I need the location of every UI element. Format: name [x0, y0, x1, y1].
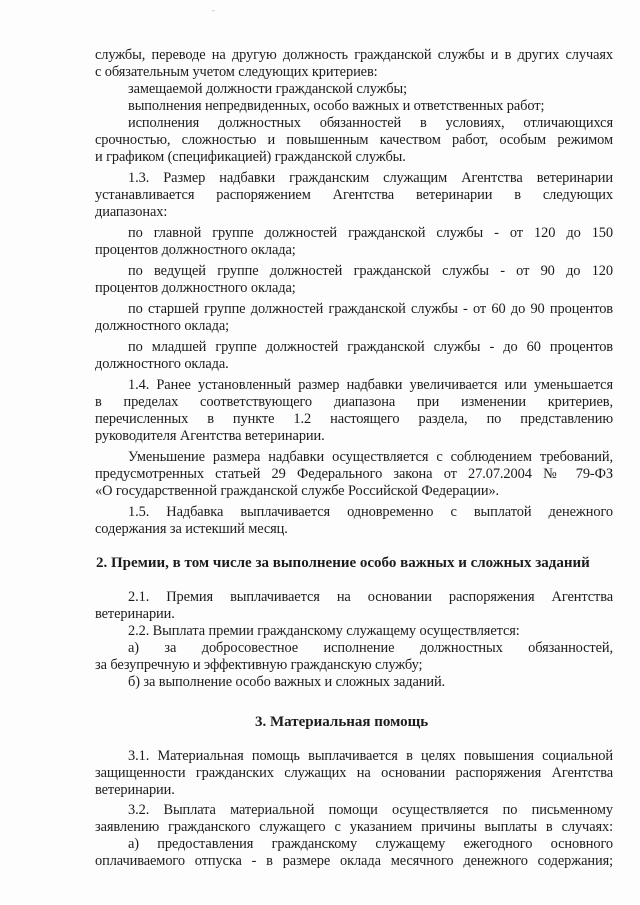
- scan-mark: -: [212, 6, 215, 15]
- text-line: по младшей группе должностей гражданской службы - до 60 процентов: [128, 339, 613, 355]
- text-line: диапазонах:: [95, 204, 168, 220]
- text-line: 1.5. Надбавка выплачивается одновременно с выплатой денежного: [128, 504, 613, 520]
- text-line: защищенности гражданских служащих на основании распоряжения Агентства: [95, 765, 613, 781]
- text-line: устанавливается распоряжением Агентства ветеринарии в следующих: [95, 187, 613, 203]
- text-line: 2.1. Премия выплачивается на основании распоряжения Агентства: [128, 589, 613, 605]
- text-line: службы, переводе на другую должность гражданской службы и в других случаях: [95, 47, 613, 63]
- text-line: оплачиваемого отпуска - в размере оклада месячного денежного содержания;: [95, 853, 613, 869]
- text-line: и графиком (спецификацией) гражданской службы.: [95, 149, 406, 165]
- text-line: замещаемой должности гражданской службы;: [128, 81, 407, 97]
- text-line: заявлению гражданского служащего с указанием причины выплаты в случаях:: [95, 819, 613, 835]
- text-line: по главной группе должностей гражданской службы - от 120 до 150: [128, 225, 613, 241]
- text-line: б) за выполнение особо важных и сложных заданий.: [128, 674, 446, 690]
- text-line: должностного оклада;: [95, 318, 230, 334]
- text-line: должностного оклада.: [95, 356, 229, 372]
- text-line: по ведущей группе должностей гражданской службы - от 90 до 120: [128, 263, 613, 279]
- text-line: процентов должностного оклада;: [95, 280, 296, 296]
- text-line: по старшей группе должностей гражданской службы - от 60 до 90 процентов: [128, 301, 613, 317]
- text-line: выполнения непредвиденных, особо важных и ответственных работ;: [128, 98, 545, 114]
- text-line: 3.2. Выплата материальной помощи осуществляется по письменному: [128, 802, 613, 818]
- text-line: с обязательным учетом следующих критериев:: [95, 64, 378, 80]
- section-heading-2: 2. Премии, в том числе за выполнение особо важных и сложных заданий: [96, 555, 590, 571]
- text-line: руководителя Агентства ветеринарии.: [95, 428, 325, 444]
- text-line: а) предоставления гражданскому служащему ежегодного основного: [128, 836, 613, 852]
- text-line: предусмотренных статьей 29 Федерального закона от 27.07.2004 № 79-ФЗ: [95, 466, 613, 482]
- text-line: за безупречную и эффективную гражданскую службу;: [95, 657, 423, 673]
- text-line: 1.3. Размер надбавки гражданским служащим Агентства ветеринарии: [128, 170, 613, 186]
- text-line: срочностью, сложностью и повышенным качеством работ, особым режимом: [95, 132, 613, 148]
- text-line: 3.1. Материальная помощь выплачивается в целях повышения социальной: [128, 748, 613, 764]
- text-line: «О государственной гражданской службе Российской Федерации».: [95, 483, 500, 499]
- section-heading-3: 3. Материальная помощь: [255, 714, 429, 730]
- text-line: 2.2. Выплата премии гражданскому служащему осуществляется:: [128, 623, 520, 639]
- text-line: а) за добросовестное исполнение должностных обязанностей,: [128, 640, 613, 656]
- text-line: процентов должностного оклада;: [95, 242, 296, 258]
- text-line: исполнения должностных обязанностей в условиях, отличающихся: [128, 115, 613, 131]
- text-line: ветеринарии.: [95, 782, 175, 798]
- text-line: Уменьшение размера надбавки осуществляется с соблюдением требований,: [128, 449, 613, 465]
- text-line: 1.4. Ранее установленный размер надбавки увеличивается или уменьшается: [128, 377, 613, 393]
- text-line: ветеринарии.: [95, 606, 175, 622]
- text-line: содержания за истекший месяц.: [95, 521, 288, 537]
- text-line: в пределах соответствующего диапазона при изменении критериев,: [95, 394, 613, 410]
- text-line: перечисленных в пункте 1.2 настоящего раздела, по представлению: [95, 411, 613, 427]
